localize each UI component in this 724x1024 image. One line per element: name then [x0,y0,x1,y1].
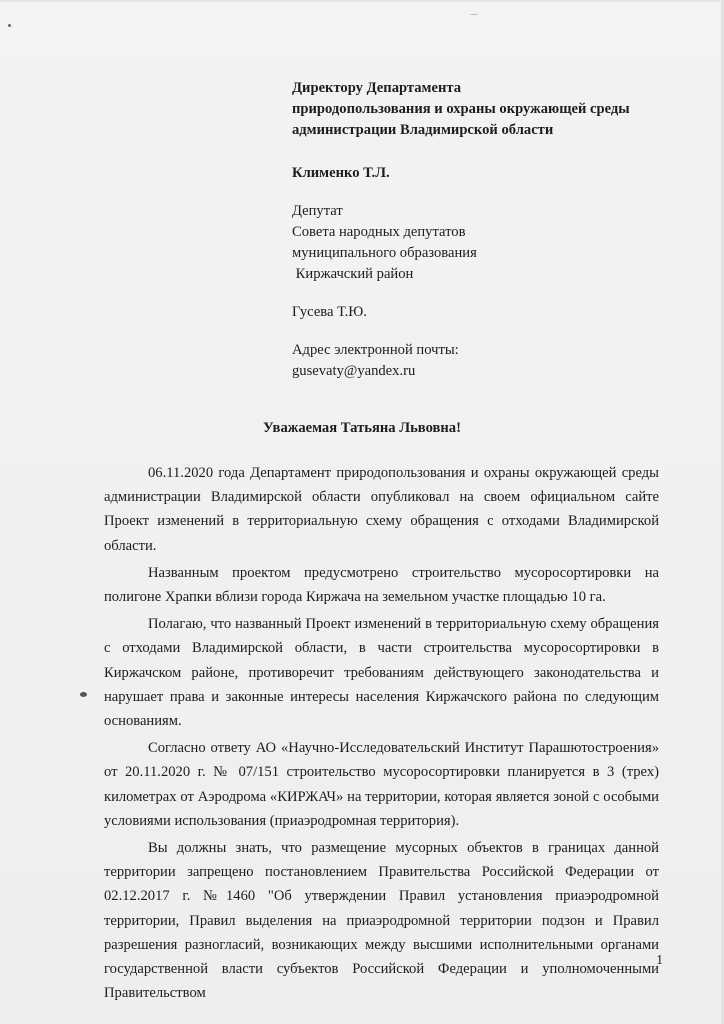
sender-line: Киржачский район [292,266,414,282]
paragraph: Полагаю, что названный Проект изменений в территориальную схему обращения с отходами Владимирской области, в части строительства мусоросортировки в Киржачском районе, противоречит требованиям действующего законодательства и нарушает права и законные интересы населения Киржачского района по следующим основаниям. [104,616,659,730]
scan-edge-top [0,0,724,2]
paragraph: 06.11.2020 года Департамент природопользования и охраны окружающей среды администрации Владимирской области опубликовал на своем официальном сайте Проект изменений в территориальную схему обращения с отходами Владимирской области. [104,465,659,554]
greeting: Уважаемая Татьяна Львовна! [263,420,461,436]
paragraph: Вы должны знать, что размещение мусорных объектов в границах данной территории запрещено постановлением Правительства Российской Федерации от 02.12.2017 г. №1460 "Об утверждении Правил установления приаэродромной территории, Правил выделения на приаэродромной территории подзон и Правил разрешения разногласий, возникающих между высшими исполнительными органами государственной власти субъектов Российской Федерации и уполномоченными Правительством [104,840,659,1002]
scan-speck [8,24,11,27]
letter-body [104,461,659,1008]
paragraph: Согласно ответу АО «Научно-Исследовательский Институт Парашютостроения» от 20.11.2020 г. № 07/151 строительство мусоросортировки планируется в 3 (трех) километрах от Аэродрома «КИРЖАЧ» на территории, которая является зоной с особыми условиями использования (приаэродромная территория). [104,740,659,829]
page-number: 1 [656,952,663,967]
email-address: gusevaty@yandex.ru [292,363,416,379]
sender-name: Гусева Т.Ю. [292,304,367,320]
addressee-line: Директору Департамента [292,80,462,96]
email-label: Адрес электронной почты: [292,342,459,358]
sender-line: муниципального образования [292,245,477,261]
addressee-line: природопользования и охраны окружающей среды [292,101,630,117]
sender-line: Депутат [292,203,343,219]
scan-speck [470,14,478,15]
addressee-name: Клименко Т.Л. [292,165,390,181]
paragraph: Названным проектом предусмотрено строительство мусоросортировки на полигоне Храпки вблизи города Киржача на земельном участке площадью 10 га. [104,564,659,606]
addressee-line: администрации Владимирской области [292,122,554,138]
addressee-block [292,78,692,382]
scan-speck [80,692,87,697]
sender-line: Совета народных депутатов [292,224,466,240]
